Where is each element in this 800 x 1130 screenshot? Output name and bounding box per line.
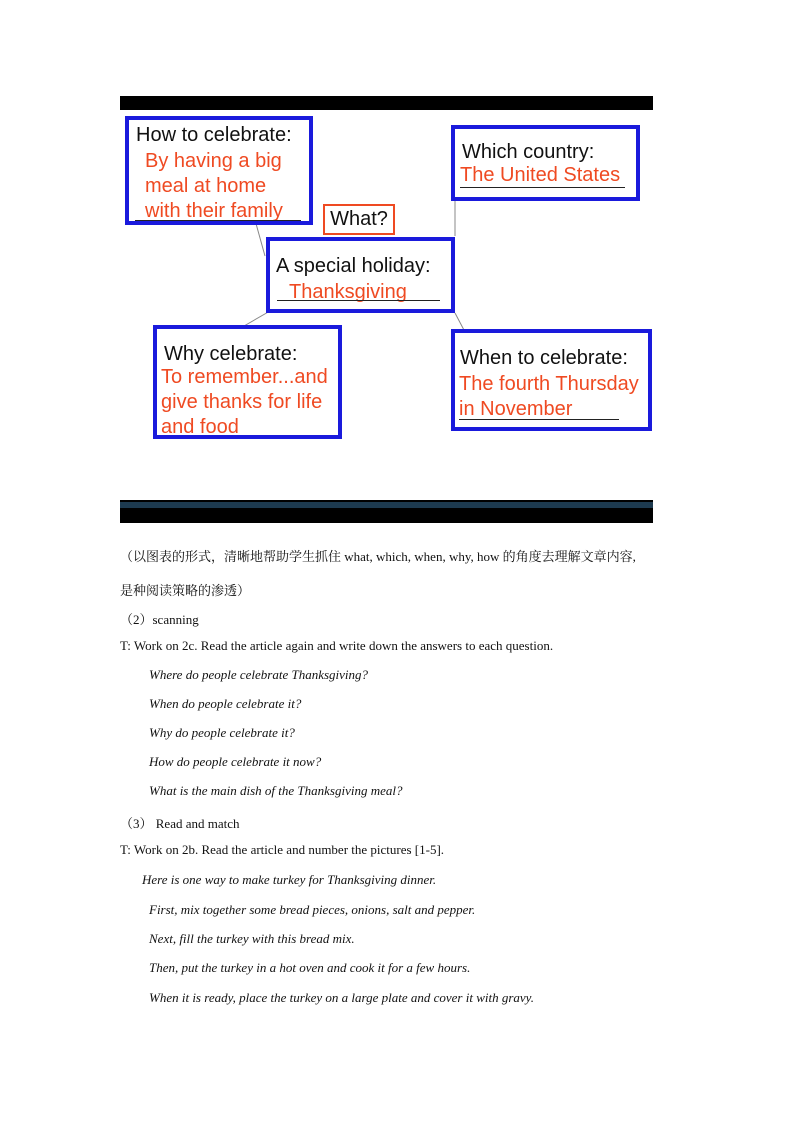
recipe-line-3: Next, fill the turkey with this bread mix. <box>149 931 355 946</box>
how-answer-line-3: with their family <box>145 200 283 222</box>
teacher-instruction-2b: T: Work on 2b. Read the article and number the pictures [1-5]. <box>120 842 445 857</box>
when-answer-line-1: The fourth Thursday <box>459 373 639 395</box>
when-answer-underline <box>459 419 619 420</box>
teacher-instruction-2c: T: Work on 2c. Read the article again and write down the answers to each question. <box>120 638 554 653</box>
why-answer-line-1: To remember...and <box>161 366 328 388</box>
connector-why <box>244 311 270 326</box>
why-question: Why celebrate: <box>164 343 298 365</box>
how-question: How to celebrate: <box>136 124 292 146</box>
slide-bottom-stripe <box>120 502 653 508</box>
strategy-note-line-2: 是种阅读策略的渗透） <box>120 583 251 598</box>
recipe-line-1: Here is one way to make turkey for Thanksgiving dinner. <box>142 872 437 887</box>
when-to-celebrate-box <box>451 329 652 431</box>
question-3: Why do people celebrate it? <box>149 725 295 740</box>
question-2: When do people celebrate it? <box>149 696 302 711</box>
center-answer-underline <box>277 300 440 301</box>
mind-map-slide <box>120 96 653 523</box>
why-answer-line-2: give thanks for life <box>161 391 323 413</box>
how-answer-underline <box>135 220 301 221</box>
why-answer-line-3: and food <box>161 416 239 438</box>
which-answer-underline <box>460 187 625 188</box>
center-question: A special holiday: <box>276 255 431 277</box>
which-country-box <box>451 125 640 201</box>
step-scanning: （2）scanning <box>120 612 199 627</box>
slide-bottom-bar <box>120 500 653 523</box>
step-read-and-match: （3） Read and match <box>120 816 240 831</box>
connector-how <box>255 220 265 256</box>
when-question: When to celebrate: <box>460 347 628 369</box>
which-question: Which country: <box>462 141 595 163</box>
center-answer: Thanksgiving <box>289 281 407 303</box>
what-tag: What? <box>323 204 395 235</box>
question-5: What is the main dish of the Thanksgiving meal? <box>149 783 403 798</box>
why-celebrate-box <box>153 325 342 439</box>
which-answer: The United States <box>460 164 621 186</box>
recipe-line-5: When it is ready, place the turkey on a large plate and cover it with gravy. <box>149 990 534 1005</box>
question-4: How do people celebrate it now? <box>149 754 322 769</box>
how-answer-line-2: meal at home <box>145 175 267 197</box>
special-holiday-box <box>266 237 455 313</box>
how-to-celebrate-box <box>125 116 313 225</box>
question-1: Where do people celebrate Thanksgiving? <box>149 667 369 682</box>
recipe-line-2: First, mix together some bread pieces, onions, salt and pepper. <box>149 902 476 917</box>
strategy-note-line-1: （以图表的形式，清晰地帮助学生抓住 what, which, when, why, how 的角度去理解文章内容, <box>120 549 636 564</box>
how-answer-line-1: By having a big <box>145 150 282 172</box>
recipe-line-4: Then, put the turkey in a hot oven and cook it for a few hours. <box>149 960 471 975</box>
when-answer-line-2: in November <box>459 398 573 420</box>
